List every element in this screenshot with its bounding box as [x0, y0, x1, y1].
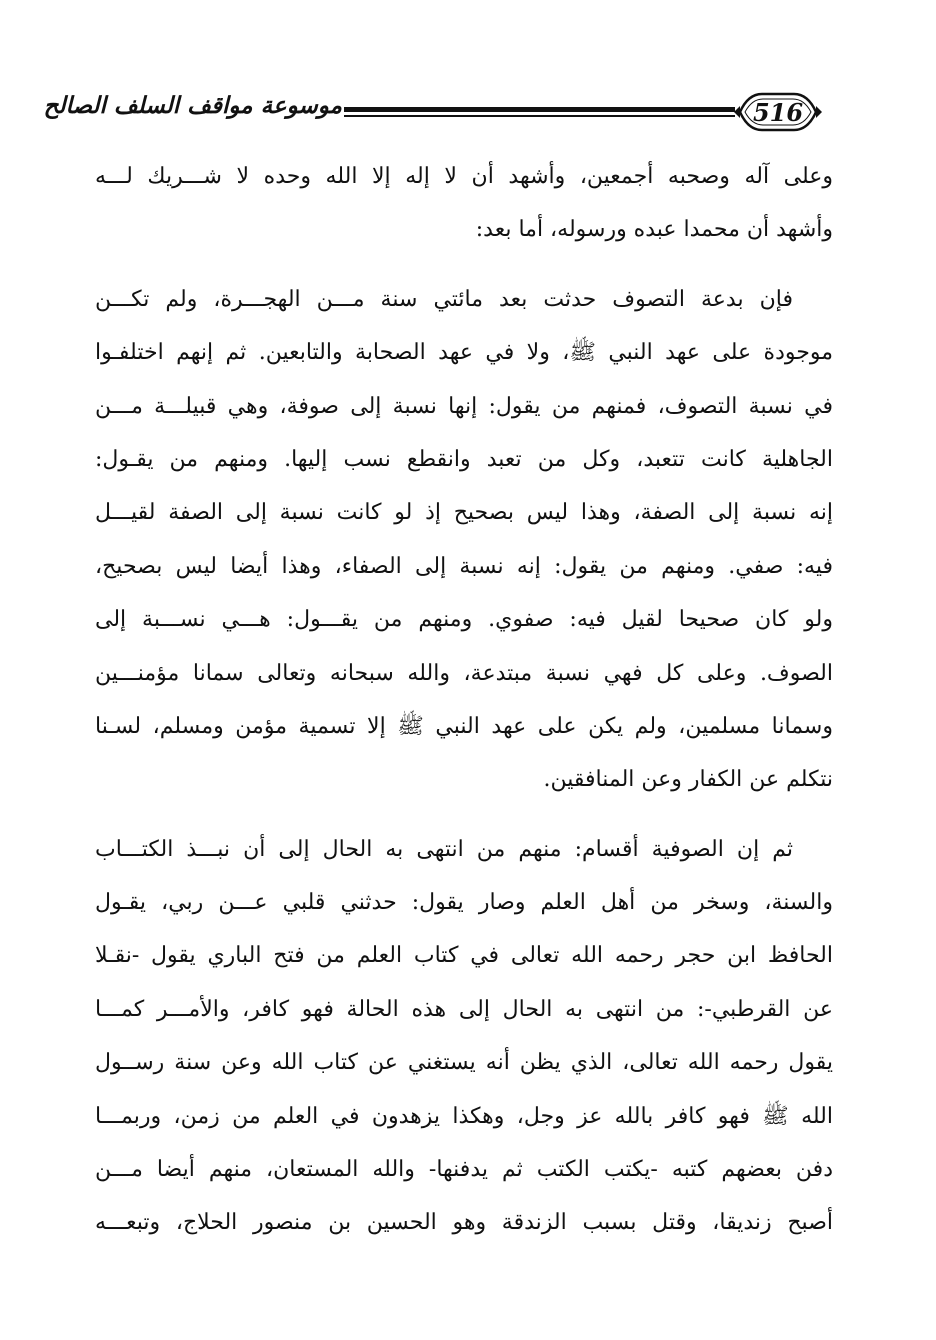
text-line: الصوف. وعلى كل فهي نسبة مبتدعة، والله سبحانه وتعالى سمانا مؤمنـــين — [95, 660, 833, 686]
text-line: وسمانا مسلمين، ولم يكن على عهد النبي ﷺ إلا تسمية مؤمن ومسلم، لسـنا — [95, 713, 833, 739]
page-number-badge — [732, 88, 824, 136]
text-line: يقول رحمه الله تعالى، الذي يظن أنه يستغني عن كتاب الله وعن سنة رســول — [95, 1050, 833, 1076]
text-line: وأشهد أن محمدا عبده ورسوله، أما بعد: — [475, 217, 833, 243]
text-line: الجاهلية كانت تتعبد، وكل من تعبد وانقطع نسب إليها. ومنهم من يقـول: — [95, 446, 833, 472]
text-line: في نسبة التصوف، فمنهم من يقول: إنها نسبة إلى صوفة، وهي قبيلـــة مـــن — [95, 393, 833, 419]
text-line: ولو كان صحيحا لقيل فيه: صفوي. ومنهم من يقـــول: هـــي نســـبة إلى — [95, 607, 833, 633]
paragraph-3 — [95, 823, 833, 1250]
text-line: الله ﷺ فهو كافر بالله عز وجل، وهكذا يزهدون في العلم من زمن، وربمـــا — [95, 1103, 833, 1129]
header-rule-thick — [344, 107, 735, 112]
text-line: ثم إن الصوفية أقسام: منهم من انتهى به الحال إلى أن نبـــذ الكتـــاب — [95, 836, 793, 862]
header-rule-thin — [344, 115, 735, 117]
body-text — [95, 150, 833, 1250]
text-line: نتكلم عن الكفار وعن المنافقين. — [543, 767, 833, 793]
header-rule — [344, 107, 735, 117]
text-line: الحافظ ابن حجر رحمه الله تعالى في كتاب العلم من فتح الباري يقول -نقـلا — [95, 943, 833, 969]
text-line: أصبح زنديقا، وقتل بسبب الزندقة وهو الحسين بن منصور الحلاج، وتبعـــه — [95, 1210, 833, 1236]
page-header — [43, 88, 827, 146]
text-line: إنه نسبة إلى الصفة، وهذا ليس بصحيح إذ لو كانت نسبة إلى الصفة لقيـــل — [95, 500, 833, 526]
text-line: فإن بدعة التصوف حدثت بعد مائتي سنة مـــن الهجـــرة، ولم تكـــن — [95, 286, 793, 312]
page-number: 516 — [752, 98, 804, 127]
text-line: دفن بعضهم كتبه -يكتب الكتب ثم يدفنها- والله المستعان، منهم أيضا مـــن — [95, 1157, 833, 1183]
text-line: وعلى آله وصحبه أجمعين، وأشهد أن لا إله إلا الله وحده لا شـــريك لـــه — [95, 164, 833, 189]
text-line: فيه: صفي. ومنهم من يقول: إنه نسبة إلى الصفاء، وهذا أيضا ليس بصحيح، — [95, 553, 833, 579]
text-line: موجودة على عهد النبي ﷺ، ولا في عهد الصحابة والتابعين. ثم إنهم اختلفـوا — [95, 340, 833, 366]
running-title: موسوعة مواقف السلف الصالح — [43, 92, 342, 119]
text-line: عن القرطبي-: من انتهى به الحال إلى هذه الحالة فهو كافر، والأمـــر كمـــا — [95, 996, 833, 1022]
paragraph-2 — [95, 273, 833, 807]
paragraph-1 — [95, 150, 833, 257]
text-line: والسنة، وسخر من أهل العلم وصار يقول: حدثني قلبي عـــن ربي، يقـول — [95, 890, 833, 916]
